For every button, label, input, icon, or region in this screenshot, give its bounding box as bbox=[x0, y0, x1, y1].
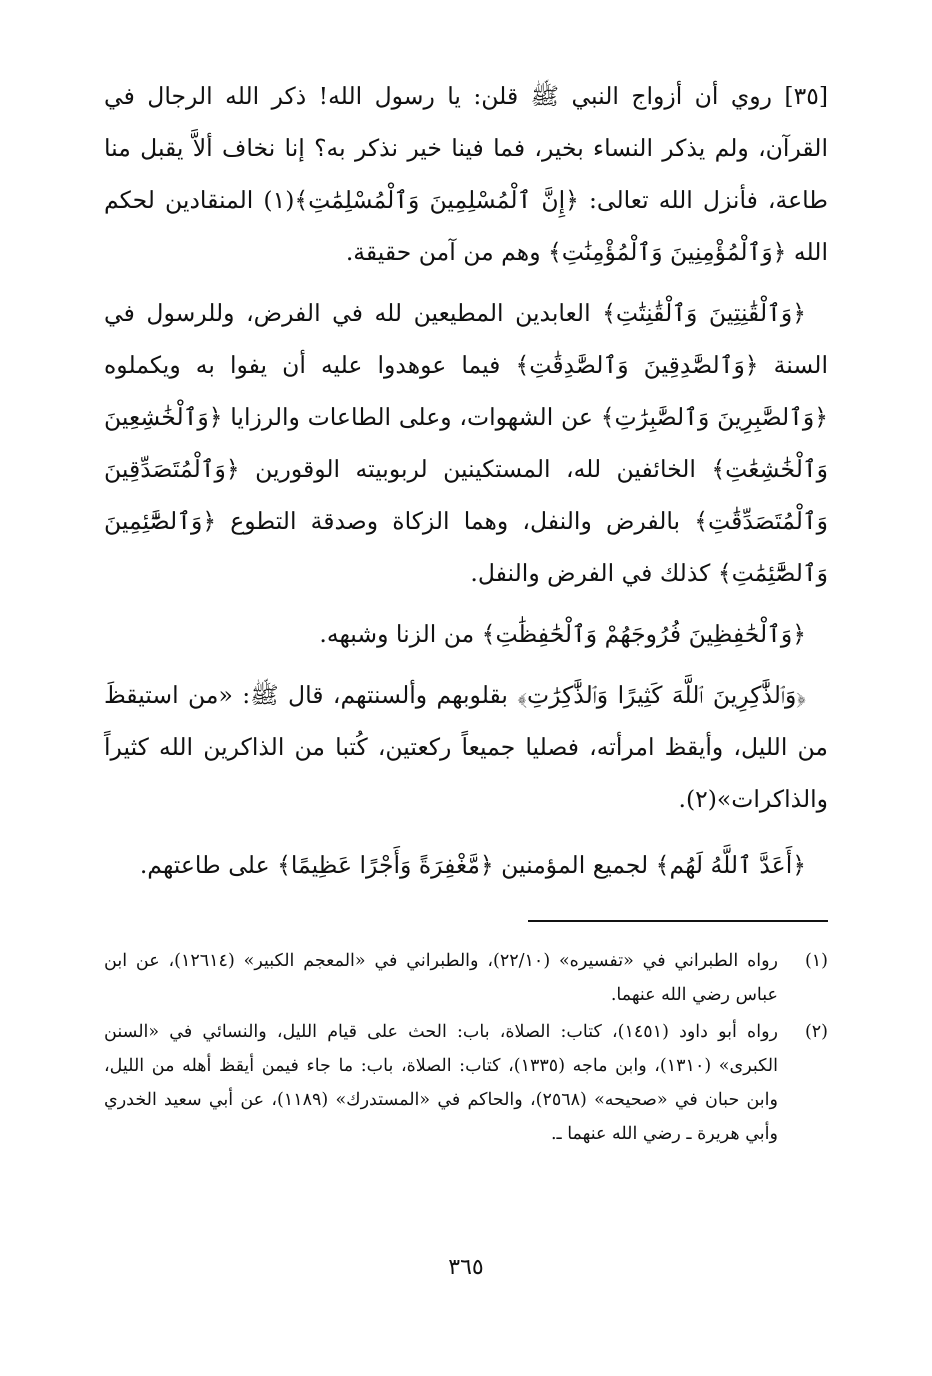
footnote-number: (٢) bbox=[804, 1022, 828, 1042]
paragraph-text: ﴿وَٱلْقَٰنِتِينَ وَٱلْقَٰنِتَٰتِ﴾ العابدين المطيعين لله في الفرض، وللرسول في السنة ﴿وَٱلصَّٰدِقِينَ وَٱلصَّٰدِقَٰتِ﴾ فيما عوهدوا عليه أن يفوا به ويكملوه ﴿وَٱلصَّٰبِرِينَ وَٱلصَّٰبِرَٰتِ﴾ عن الشهوات، وعلى الطاعات والرزايا ﴿وَٱلْخَٰشِعِينَ وَٱلْخَٰشِعَٰتِ﴾ الخائفين لله، المستكينين لربوبيته الوقورين ﴿وَٱلْمُتَصَدِّقِينَ وَٱلْمُتَصَدِّقَٰتِ﴾ بالفرض والنفل، وهما الزكاة وصدقة التطوع ﴿وَٱلصَّٰٓئِمِينَ وَٱلصَّٰٓئِمَٰتِ﴾ كذلك في الفرض والنفل. bbox=[104, 299, 828, 587]
footnote-1 bbox=[104, 944, 828, 1012]
main-text bbox=[104, 70, 828, 891]
page-number: ٣٦٥ bbox=[448, 1255, 484, 1280]
footnote-2 bbox=[104, 1015, 828, 1151]
footnote-number: (١) bbox=[804, 951, 828, 971]
paragraph-aadda bbox=[104, 839, 828, 891]
footnotes bbox=[104, 944, 828, 1151]
footnote-text: رواه الطبراني في «تفسيره» (٢٢/١٠)، والطبراني في «المعجم الكبير» (١٢٦١٤)، عن ابن عباس رضي الله عنهما. bbox=[104, 951, 779, 1005]
page-content bbox=[104, 70, 828, 1154]
footnote-separator-wrap bbox=[104, 900, 828, 944]
paragraph-qanitin bbox=[104, 287, 828, 599]
paragraph-dhakirin bbox=[104, 669, 828, 825]
footnote-separator bbox=[528, 920, 828, 922]
paragraph-text: ﴿وَٱلذَّٰكِرِينَ ٱللَّهَ كَثِيرًا وَٱلذَّٰكِرَٰتِ﴾ بقلوبهم وألسنتهم، قال ﷺ: «من استيقظَ من الليل، وأيقظ امرأته، فصليا جميعاً ركعتين، كُتبا من الذاكرين الله كثيراً والذاكرات»(٢). bbox=[104, 681, 828, 813]
paragraph-text: ﴿أَعَدَّ ٱللَّهُ لَهُم﴾ لجميع المؤمنين ﴿مَّغْفِرَةً وَأَجْرًا عَظِيمًا﴾ على طاعتهم. bbox=[139, 851, 806, 879]
paragraph-text: [٣٥] روي أن أزواج النبي ﷺ قلن: يا رسول الله! ذكر الله الرجال في القرآن، ولم يذكر النساء بخير، فما فينا خير نذكر به؟ إنا نخاف ألاَّ يقبل منا طاعة، فأنزل الله تعالى: ﴿إِنَّ ٱلْمُسْلِمِينَ وَٱلْمُسْلِمَٰتِ﴾(١) المنقادين لحكم الله ﴿وَٱلْمُؤْمِنِينَ وَٱلْمُؤْمِنَٰتِ﴾ وهم من آمن حقيقة. bbox=[104, 82, 828, 266]
footnote-text: رواه أبو داود (١٤٥١)، كتاب: الصلاة، باب: الحث على قيام الليل، والنسائي في «السنن الكبرى» (١٣١٠)، وابن ماجه (١٣٣٥)، كتاب: الصلاة، باب: ما جاء فيمن أيقظ أهله من الليل، وابن حبان في «صحيحه» (٢٥٦٨)، والحاكم في «المستدرك» (١١٨٩)، عن أبي سعيد الخدري وأبي هريرة ـ رضي الله عنهما ـ. bbox=[104, 1022, 778, 1144]
paragraph-hadith-35 bbox=[104, 70, 828, 278]
paragraph-text: ﴿وَٱلْحَٰفِظِينَ فُرُوجَهُمْ وَٱلْحَٰفِظَٰتِ﴾ من الزنا وشبهه. bbox=[319, 620, 806, 648]
paragraph-hafizin bbox=[104, 608, 828, 660]
